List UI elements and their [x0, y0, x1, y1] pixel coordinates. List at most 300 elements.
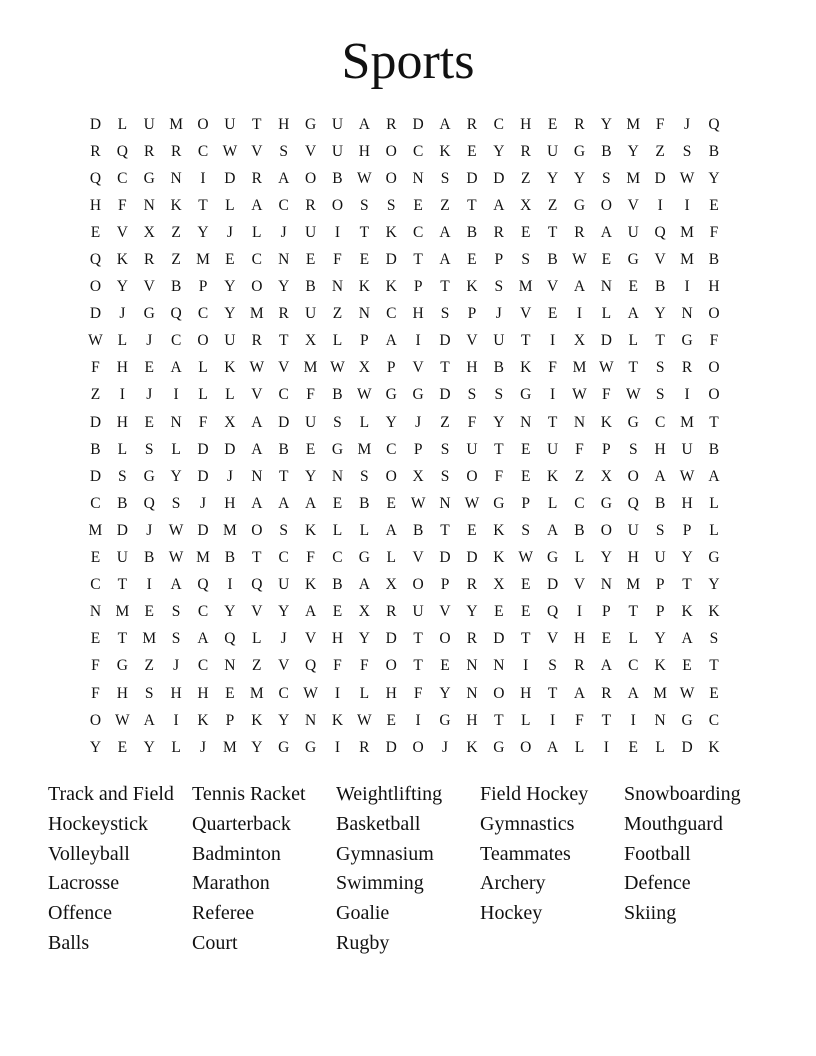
- grid-letter: U: [224, 115, 236, 133]
- grid-letter: C: [278, 386, 289, 404]
- grid-letter: R: [359, 738, 370, 756]
- grid-letter: F: [333, 657, 342, 675]
- grid-letter: R: [601, 684, 612, 702]
- grid-letter: L: [547, 494, 558, 512]
- grid-letter: T: [494, 440, 504, 458]
- grid-letter: S: [279, 521, 288, 539]
- grid-letter: A: [546, 738, 559, 756]
- grid-letter: Q: [170, 305, 182, 323]
- grid-letter: G: [627, 413, 639, 431]
- grid-letter: H: [170, 684, 182, 702]
- grid-letter: E: [305, 440, 316, 458]
- grid-letter: C: [117, 169, 128, 187]
- grid-letter: V: [251, 603, 263, 621]
- grid-letter: Y: [278, 603, 290, 621]
- grid-letter: A: [708, 467, 720, 485]
- grid-letter: L: [252, 223, 262, 241]
- grid-letter: T: [709, 657, 719, 675]
- grid-letter: K: [116, 251, 128, 269]
- grid-letter: D: [224, 169, 236, 187]
- grid-letter: T: [520, 332, 531, 350]
- grid-letter: R: [574, 223, 585, 241]
- grid-letter: L: [655, 738, 665, 756]
- grid-letter: E: [682, 657, 692, 675]
- grid-letter: G: [304, 115, 317, 133]
- grid-letter: U: [412, 603, 424, 621]
- grid-letter: D: [385, 630, 397, 648]
- grid-letter: K: [708, 738, 720, 756]
- grid-letter: D: [466, 549, 478, 567]
- grid-letter: T: [682, 576, 692, 594]
- grid-letter: D: [439, 386, 451, 404]
- grid-letter: U: [546, 142, 559, 160]
- grid-letter: X: [143, 223, 155, 241]
- grid-letter: K: [385, 223, 397, 241]
- grid-letter: U: [466, 440, 478, 458]
- grid-letter: A: [439, 115, 451, 133]
- grid-letter: Y: [654, 630, 666, 648]
- grid-letter: U: [627, 223, 639, 241]
- grid-letter: C: [386, 305, 397, 323]
- grid-letter: L: [574, 549, 585, 567]
- grid-letter: Y: [627, 142, 639, 160]
- grid-letter: J: [226, 223, 233, 241]
- grid-letter: S: [279, 142, 288, 160]
- grid-letter: I: [550, 332, 556, 350]
- grid-letter: T: [117, 630, 128, 648]
- grid-letter: E: [225, 684, 235, 702]
- grid-letter: W: [679, 467, 695, 485]
- grid-letter: F: [91, 657, 100, 675]
- word-list-item: Badminton: [192, 842, 281, 865]
- grid-letter: C: [90, 494, 101, 512]
- grid-letter: C: [493, 115, 504, 133]
- word-list-item: Rugby: [336, 931, 390, 954]
- grid-letter: N: [89, 603, 102, 621]
- grid-letter: W: [572, 251, 587, 269]
- grid-letter: R: [144, 142, 155, 160]
- grid-letter: X: [304, 332, 317, 350]
- grid-letter: A: [439, 223, 451, 241]
- grid-letter: O: [600, 521, 612, 539]
- grid-letter: T: [278, 332, 289, 350]
- grid-letter: D: [600, 332, 612, 350]
- grid-letter: D: [439, 549, 451, 567]
- grid-letter: N: [278, 251, 290, 269]
- grid-letter: T: [252, 549, 262, 567]
- grid-letter: B: [117, 494, 128, 512]
- grid-letter: B: [224, 549, 236, 567]
- grid-letter: A: [600, 657, 612, 675]
- grid-letter: N: [331, 278, 344, 296]
- grid-letter: N: [170, 413, 182, 431]
- grid-letter: B: [144, 549, 155, 567]
- grid-letter: N: [358, 305, 370, 323]
- grid-letter: G: [520, 386, 532, 404]
- grid-letter: F: [91, 359, 100, 377]
- grid-letter: T: [359, 223, 370, 241]
- letter-grid: [82, 111, 727, 761]
- grid-letter: V: [143, 278, 155, 296]
- grid-letter: A: [385, 332, 397, 350]
- grid-letter: B: [654, 278, 666, 296]
- grid-letter: T: [467, 196, 477, 214]
- grid-letter: W: [518, 549, 534, 567]
- grid-letter: L: [709, 494, 719, 512]
- grid-letter: M: [680, 223, 694, 241]
- grid-letter: S: [360, 467, 369, 485]
- grid-letter: E: [601, 251, 612, 269]
- grid-letter: P: [386, 359, 396, 377]
- grid-letter: K: [197, 711, 209, 729]
- grid-letter: I: [550, 711, 556, 729]
- word-list-item: Referee: [192, 902, 255, 925]
- grid-letter: Q: [197, 576, 209, 594]
- grid-letter: S: [494, 278, 504, 296]
- grid-letter: W: [679, 684, 695, 702]
- grid-letter: V: [546, 278, 559, 296]
- grid-letter: J: [415, 413, 422, 431]
- grid-letter: E: [628, 738, 638, 756]
- grid-letter: M: [653, 684, 668, 702]
- grid-letter: H: [385, 684, 397, 702]
- grid-letter: A: [251, 196, 263, 214]
- grid-letter: U: [681, 440, 693, 458]
- grid-letter: G: [546, 549, 559, 567]
- grid-letter: D: [546, 576, 559, 594]
- grid-letter: P: [413, 278, 423, 296]
- grid-letter: E: [709, 196, 719, 214]
- word-list-item: Offence: [48, 902, 113, 925]
- grid-letter: G: [331, 440, 344, 458]
- grid-letter: Z: [574, 467, 585, 485]
- grid-letter: M: [223, 738, 237, 756]
- grid-letter: L: [709, 521, 719, 539]
- grid-letter: J: [495, 305, 502, 323]
- grid-letter: D: [439, 332, 451, 350]
- grid-letter: Y: [304, 467, 317, 485]
- grid-letter: E: [709, 684, 719, 702]
- grid-letter: N: [493, 657, 505, 675]
- grid-letter: U: [304, 223, 317, 241]
- grid-letter: L: [117, 115, 128, 133]
- grid-letter: P: [467, 305, 477, 323]
- grid-letter: L: [171, 738, 181, 756]
- grid-letter: T: [440, 359, 450, 377]
- grid-letter: F: [494, 467, 504, 485]
- grid-letter: X: [358, 603, 370, 621]
- grid-letter: K: [170, 196, 182, 214]
- grid-letter: L: [359, 521, 370, 539]
- grid-letter: E: [520, 440, 531, 458]
- grid-letter: K: [493, 549, 505, 567]
- word-list-item: Balls: [48, 931, 90, 954]
- grid-letter: Y: [681, 549, 693, 567]
- grid-letter: H: [331, 630, 344, 648]
- grid-letter: O: [412, 738, 424, 756]
- grid-letter: D: [466, 169, 478, 187]
- grid-letter: J: [146, 521, 153, 539]
- grid-letter: M: [357, 440, 372, 458]
- grid-letter: K: [466, 738, 478, 756]
- grid-letter: Q: [143, 494, 155, 512]
- grid-letter: I: [334, 223, 341, 241]
- grid-letter: C: [412, 223, 424, 241]
- grid-letter: R: [574, 657, 585, 675]
- grid-letter: H: [116, 359, 128, 377]
- word-list-item: Court: [192, 931, 238, 954]
- grid-letter: X: [412, 467, 424, 485]
- grid-letter: Y: [170, 467, 182, 485]
- grid-letter: B: [332, 386, 343, 404]
- grid-letter: L: [601, 305, 612, 323]
- grid-letter: J: [226, 467, 233, 485]
- grid-letter: H: [681, 494, 693, 512]
- grid-letter: L: [225, 196, 235, 214]
- grid-letter: U: [493, 332, 505, 350]
- grid-letter: W: [679, 169, 695, 187]
- grid-letter: H: [358, 142, 370, 160]
- grid-letter: J: [119, 305, 126, 323]
- grid-letter: M: [169, 115, 184, 133]
- grid-letter: E: [144, 359, 154, 377]
- grid-letter: Y: [251, 738, 263, 756]
- grid-letter: A: [493, 196, 505, 214]
- grid-letter: A: [251, 440, 263, 458]
- grid-letter: W: [88, 332, 103, 350]
- grid-letter: I: [415, 332, 421, 350]
- grid-letter: A: [358, 576, 370, 594]
- grid-letter: S: [333, 413, 342, 431]
- grid-letter: O: [600, 196, 612, 214]
- grid-letter: Y: [224, 603, 236, 621]
- grid-letter: F: [118, 196, 127, 214]
- grid-letter: K: [224, 359, 236, 377]
- grid-letter: H: [197, 684, 209, 702]
- grid-letter: Y: [385, 413, 397, 431]
- grid-letter: B: [278, 440, 289, 458]
- grid-letter: G: [493, 494, 505, 512]
- grid-letter: G: [358, 549, 370, 567]
- grid-letter: S: [494, 386, 504, 404]
- grid-letter: M: [196, 251, 210, 269]
- grid-letter: Y: [224, 278, 236, 296]
- grid-letter: A: [251, 494, 263, 512]
- grid-letter: M: [680, 251, 694, 269]
- grid-letter: B: [547, 251, 558, 269]
- grid-letter: R: [90, 142, 101, 160]
- grid-letter: S: [440, 305, 450, 323]
- grid-letter: D: [278, 413, 290, 431]
- word-list-item: Tennis Racket: [192, 783, 306, 805]
- grid-letter: R: [386, 115, 397, 133]
- grid-letter: M: [249, 305, 264, 323]
- grid-letter: V: [412, 359, 424, 377]
- grid-letter: M: [142, 630, 157, 648]
- grid-letter: W: [222, 142, 238, 160]
- grid-letter: O: [304, 169, 317, 187]
- grid-letter: K: [708, 603, 720, 621]
- grid-letter: G: [493, 738, 505, 756]
- grid-letter: G: [385, 386, 397, 404]
- grid-letter: W: [249, 359, 265, 377]
- grid-letter: U: [654, 549, 666, 567]
- grid-letter: Y: [493, 413, 505, 431]
- word-list-item: Hockeystick: [48, 812, 148, 835]
- grid-letter: H: [466, 359, 478, 377]
- grid-letter: D: [89, 413, 102, 431]
- grid-letter: S: [171, 494, 181, 512]
- grid-letter: S: [144, 440, 154, 458]
- grid-letter: T: [278, 467, 289, 485]
- grid-letter: T: [440, 278, 450, 296]
- grid-letter: F: [602, 386, 611, 404]
- grid-letter: N: [681, 305, 693, 323]
- grid-letter: H: [627, 549, 639, 567]
- grid-letter: B: [332, 576, 343, 594]
- grid-letter: V: [278, 657, 290, 675]
- grid-letter: S: [440, 467, 450, 485]
- grid-letter: X: [385, 576, 397, 594]
- grid-letter: N: [600, 576, 612, 594]
- grid-letter: S: [521, 251, 530, 269]
- grid-letter: H: [520, 115, 532, 133]
- grid-letter: L: [117, 440, 128, 458]
- grid-letter: T: [520, 630, 531, 648]
- grid-letter: T: [547, 223, 558, 241]
- grid-letter: Y: [197, 223, 209, 241]
- word-list-item: Goalie: [336, 902, 390, 925]
- grid-letter: C: [386, 440, 397, 458]
- grid-letter: A: [546, 521, 559, 539]
- grid-letter: C: [197, 657, 209, 675]
- grid-letter: F: [575, 440, 584, 458]
- grid-letter: E: [520, 467, 531, 485]
- grid-letter: N: [439, 494, 451, 512]
- grid-letter: M: [223, 521, 237, 539]
- grid-letter: Y: [89, 738, 102, 756]
- grid-letter: W: [599, 359, 614, 377]
- grid-letter: I: [576, 603, 583, 621]
- word-list-item: Lacrosse: [48, 872, 120, 895]
- grid-letter: L: [225, 386, 235, 404]
- grid-letter: K: [304, 521, 317, 539]
- grid-letter: W: [357, 169, 372, 187]
- grid-letter: Z: [171, 251, 181, 269]
- grid-letter: M: [626, 169, 641, 187]
- grid-letter: U: [304, 413, 317, 431]
- grid-letter: R: [520, 142, 531, 160]
- grid-letter: H: [224, 494, 236, 512]
- grid-letter: E: [144, 413, 154, 431]
- grid-letter: S: [548, 657, 557, 675]
- grid-letter: B: [708, 142, 720, 160]
- grid-letter: W: [357, 711, 372, 729]
- grid-letter: X: [573, 332, 586, 350]
- grid-letter: G: [412, 386, 424, 404]
- grid-letter: A: [654, 467, 666, 485]
- grid-letter: V: [466, 332, 478, 350]
- grid-letter: F: [198, 413, 208, 431]
- grid-letter: L: [359, 413, 370, 431]
- grid-letter: C: [197, 305, 209, 323]
- grid-letter: D: [197, 440, 209, 458]
- grid-letter: I: [334, 684, 341, 702]
- grid-letter: Z: [547, 196, 558, 214]
- grid-letter: E: [547, 305, 558, 323]
- grid-letter: F: [709, 223, 719, 241]
- grid-letter: G: [278, 738, 290, 756]
- grid-letter: T: [440, 521, 450, 539]
- grid-letter: S: [682, 142, 692, 160]
- grid-letter: C: [170, 332, 182, 350]
- grid-letter: V: [627, 196, 639, 214]
- grid-letter: E: [520, 576, 531, 594]
- grid-letter: A: [304, 603, 317, 621]
- grid-letter: S: [655, 359, 665, 377]
- grid-letter: T: [413, 630, 423, 648]
- grid-letter: L: [520, 711, 531, 729]
- word-list-item: Skiing: [624, 902, 677, 925]
- grid-letter: T: [628, 603, 638, 621]
- grid-letter: A: [278, 169, 290, 187]
- grid-letter: H: [573, 630, 586, 648]
- grid-letter: D: [197, 467, 209, 485]
- grid-letter: P: [198, 278, 208, 296]
- grid-letter: G: [439, 711, 451, 729]
- grid-letter: S: [655, 521, 665, 539]
- grid-letter: G: [143, 169, 155, 187]
- grid-letter: E: [359, 251, 370, 269]
- grid-letter: Y: [546, 169, 559, 187]
- grid-letter: I: [684, 386, 690, 404]
- grid-letter: L: [628, 332, 638, 350]
- grid-letter: O: [385, 169, 397, 187]
- grid-letter: Y: [600, 115, 612, 133]
- grid-letter: U: [546, 440, 559, 458]
- grid-letter: F: [91, 684, 100, 702]
- grid-letter: A: [251, 413, 263, 431]
- grid-letter: O: [412, 576, 424, 594]
- grid-letter: O: [197, 332, 209, 350]
- word-list-item: Football: [624, 842, 691, 865]
- grid-letter: Y: [358, 630, 370, 648]
- grid-letter: C: [708, 711, 720, 729]
- grid-letter: R: [466, 115, 478, 133]
- grid-letter: M: [115, 603, 130, 621]
- grid-letter: N: [520, 413, 532, 431]
- grid-letter: D: [89, 115, 102, 133]
- grid-letter: J: [146, 332, 153, 350]
- grid-letter: T: [252, 115, 262, 133]
- grid-letter: Y: [116, 278, 128, 296]
- grid-letter: G: [304, 738, 317, 756]
- word-list-item: Track and Field: [48, 783, 174, 805]
- grid-letter: M: [626, 576, 641, 594]
- grid-letter: Z: [90, 386, 101, 404]
- word-list-item: Archery: [480, 872, 546, 895]
- grid-letter: F: [306, 386, 315, 404]
- grid-letter: G: [708, 549, 720, 567]
- grid-letter: B: [90, 440, 101, 458]
- grid-letter: E: [90, 223, 101, 241]
- grid-letter: Y: [466, 603, 478, 621]
- grid-letter: G: [143, 305, 155, 323]
- grid-letter: L: [332, 332, 343, 350]
- grid-letter: O: [385, 657, 397, 675]
- grid-letter: I: [576, 305, 583, 323]
- grid-letter: U: [331, 115, 344, 133]
